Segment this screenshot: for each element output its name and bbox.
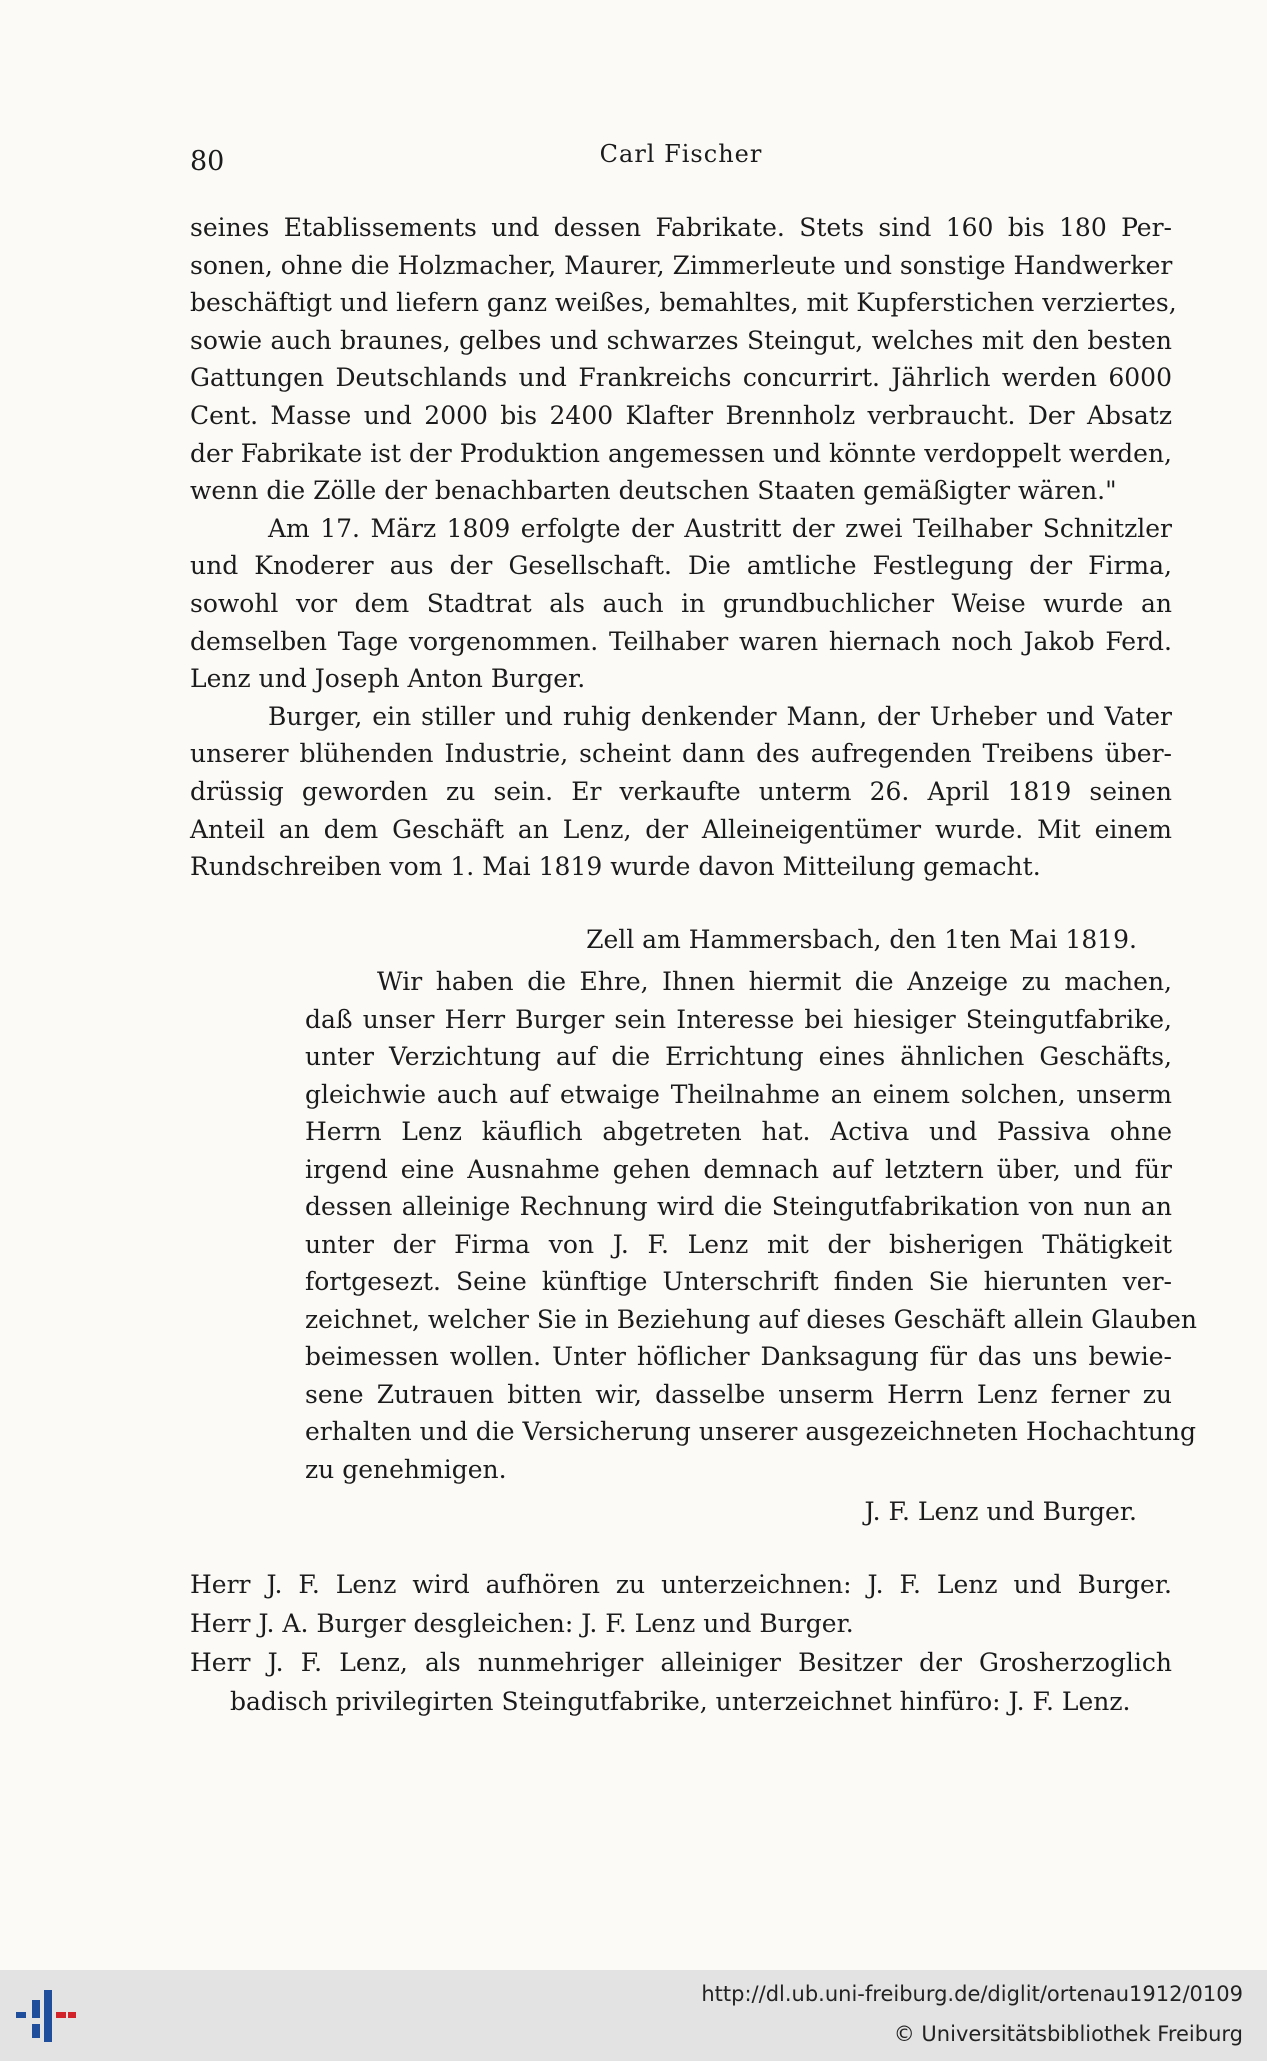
letter-line: dessen alleinige Rechnung wird die Steingutfabrikation von nun an	[305, 1192, 1172, 1221]
text-line: sowie auch braunes, gelbes und schwarzes Steingut, welches mit den besten	[190, 325, 1172, 355]
text-line: beschäftigt und liefern ganz weißes, bemahltes, mit Kupferstichen verziertes,	[190, 288, 1177, 318]
note-line: Herr J. F. Lenz wird aufhören zu unterzeichnen: J. F. Lenz und Burger.	[190, 1570, 1172, 1599]
text-line: Rundschreiben vom 1. Mai 1819 wurde davon Mitteilung gemacht.	[190, 852, 1041, 882]
letter-line: unter der Firma von J. F. Lenz mit der bisherigen Thätigkeit	[305, 1229, 1172, 1259]
text-line: Anteil an dem Geschäft an Lenz, der Alleineigentümer wurde. Mit einem	[190, 814, 1172, 844]
text-line: Lenz und Joseph Anton Burger.	[190, 664, 586, 694]
signature-notes	[190, 1565, 1172, 1721]
letter-signature: J. F. Lenz und Burger.	[864, 1497, 1137, 1526]
note-line: Herr J. F. Lenz, als nunmehriger alleiniger Besitzer der Grosherzoglich	[190, 1648, 1172, 1677]
text-line: wenn die Zölle der benachbarten deutschen Staaten gemäßigter wären."	[190, 476, 1117, 506]
text-line: demselben Tage vorgenommen. Teilhaber waren hiernach noch Jakob Ferd.	[190, 626, 1172, 656]
text-line: seines Etablissements und dessen Fabrikate. Stets sind 160 bis 180 Per-	[190, 213, 1172, 242]
copyright-notice: © Universitätsbibliothek Freiburg	[893, 2022, 1243, 2046]
letter-line: unter Verzichtung auf die Errichtung eines ähnlichen Geschäfts,	[305, 1042, 1172, 1071]
text-line: und Knoderer aus der Gesellschaft. Die amtliche Festlegung der Firma,	[190, 551, 1172, 581]
letter-line: fortgesezt. Seine künftige Unterschrift finden Sie hierunten ver-	[305, 1267, 1172, 1296]
letter-line: Herrn Lenz käuflich abgetreten hat. Activa und Passiva ohne	[305, 1117, 1172, 1146]
text-line: der Fabrikate ist der Produktion angemessen und könnte verdoppelt werden,	[190, 438, 1172, 468]
text-line: Cent. Masse und 2000 bis 2400 Klafter Brennholz verbraucht. Der Absatz	[190, 400, 1172, 430]
letter-line: gleichwie auch auf etwaige Theilnahme an einem solchen, unserm	[305, 1079, 1172, 1109]
letter-line: beimessen wollen. Unter höflicher Danksagung für das uns bewie-	[305, 1342, 1172, 1371]
letter-line: irgend eine Ausnahme gehen demnach auf letztern über, und für	[305, 1154, 1172, 1184]
text-line: unserer blühenden Industrie, scheint dann des aufregenden Treibens über-	[190, 739, 1172, 769]
text-line: sonen, ohne die Holzmacher, Maurer, Zimmerleute und sonstige Handwerker	[190, 250, 1173, 280]
letter-line: erhalten und die Versicherung unserer ausgezeichneten Hochachtung	[305, 1417, 1197, 1446]
letter-line: zeichnet, welcher Sie in Beziehung auf dieses Geschäft allein Glauben	[305, 1304, 1198, 1334]
text-line: Am 17. März 1809 erfolgte der Austritt der zwei Teilhaber Schnitzler	[268, 513, 1172, 543]
running-title: Carl Fischer	[599, 140, 763, 168]
permalink-url[interactable]: http://dl.ub.uni-freiburg.de/diglit/ortenau1912/0109	[701, 1982, 1243, 2006]
note-line: Herr J. A. Burger desgleichen: J. F. Lenz und Burger.	[190, 1609, 854, 1638]
letter-line: zu genehmigen.	[305, 1454, 507, 1484]
text-line: drüssig geworden zu sein. Er verkaufte unterm 26. April 1819 seinen	[190, 776, 1172, 806]
page-header	[190, 140, 1172, 180]
text-line: Burger, ein stiller und ruhig denkender Mann, der Urheber und Vater	[268, 701, 1172, 731]
text-line: sowohl vor dem Stadtrat als auch in grundbuchlicher Weise wurde an	[190, 588, 1172, 618]
letter-line: sene Zutrauen bitten wir, dasselbe unserm Herrn Lenz ferner zu	[305, 1379, 1172, 1409]
paragraph-1	[190, 209, 1177, 886]
library-logo-icon	[12, 1986, 80, 2046]
note-line: badisch privilegirten Steingutfabrike, unterzeichnet hinfüro: J. F. Lenz.	[230, 1687, 1131, 1716]
text-line: Gattungen Deutschlands und Frankreichs concurrirt. Jährlich werden 6000	[190, 363, 1172, 393]
letter-dateline: Zell am Hammersbach, den 1ten Mai 1819.	[586, 925, 1137, 954]
letter-line: daß unser Herr Burger sein Interesse bei hiesiger Steingutfabrike,	[305, 1004, 1172, 1034]
viewer-footer	[0, 1970, 1267, 2061]
letter-body	[305, 963, 1198, 1488]
letter-line: Wir haben die Ehre, Ihnen hiermit die Anzeige zu machen,	[377, 967, 1172, 996]
page-number: 80	[190, 146, 225, 177]
